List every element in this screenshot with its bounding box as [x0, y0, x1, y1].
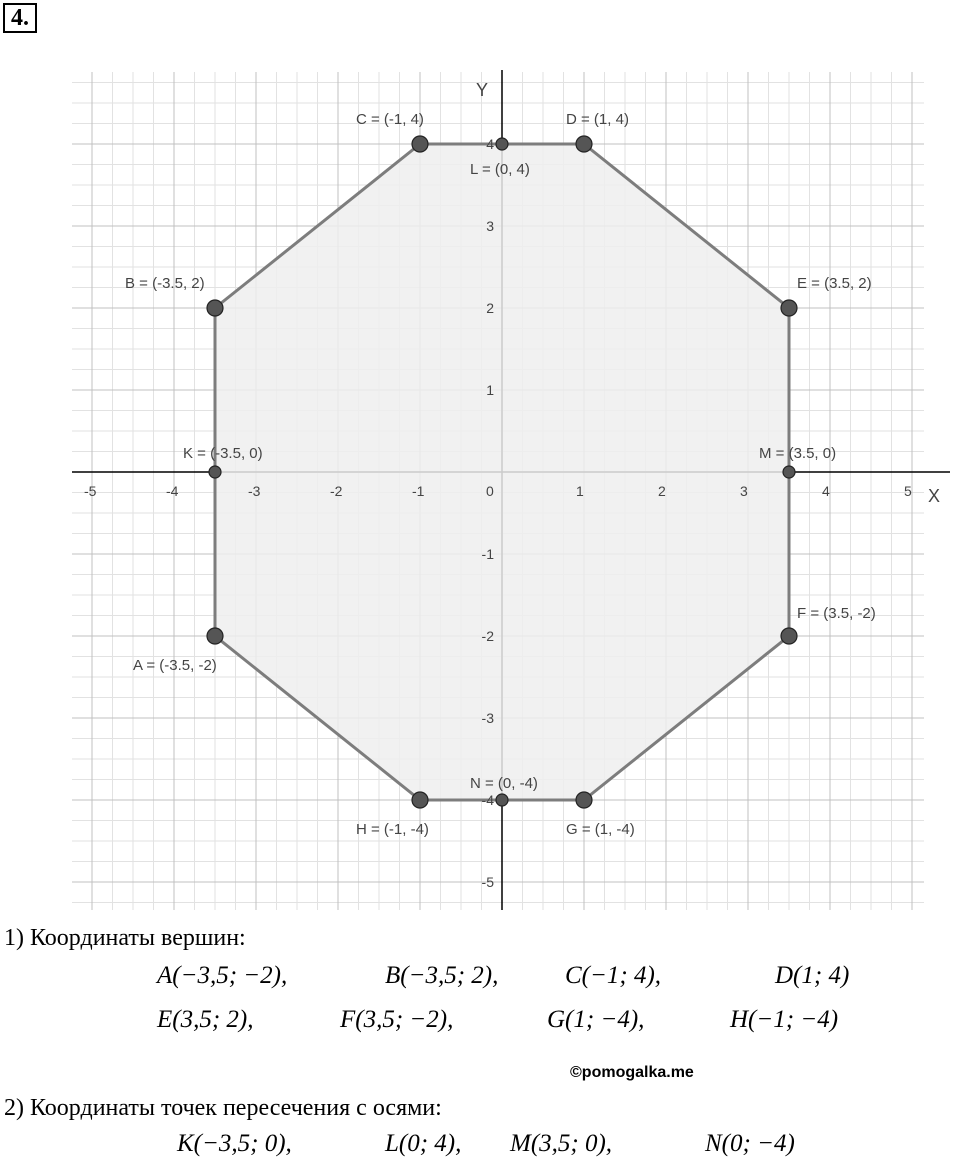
point-l — [496, 138, 508, 150]
section2-heading: 2) Координаты точек пересечения с осями: — [4, 1095, 442, 1121]
coord-F: F(3,5; −2), — [340, 1006, 454, 1033]
point-n — [496, 794, 508, 806]
watermark: ©pomogalka.me — [570, 1064, 694, 1081]
y-tick-label: -2 — [481, 628, 494, 644]
exercise-number: 4. — [3, 3, 37, 33]
point-a — [207, 628, 223, 644]
point-f — [781, 628, 797, 644]
x-tick-label: 2 — [658, 483, 666, 499]
y-tick-label: 4 — [486, 136, 494, 152]
x-tick-label: 0 — [486, 483, 494, 499]
section1-heading: 1) Координаты вершин: — [4, 925, 246, 951]
point-label-c: C = (-1, 4) — [356, 111, 424, 128]
coord-D: D(1; 4) — [775, 962, 850, 989]
point-label-f: F = (3.5, -2) — [797, 605, 876, 622]
point-label-m: M = (3.5, 0) — [759, 445, 837, 462]
x-axis-label: X — [928, 486, 941, 506]
coord-L: L(0; 4), — [385, 1130, 462, 1157]
y-tick-label: -1 — [481, 546, 494, 562]
point-label-k: K = (-3.5, 0) — [183, 445, 263, 462]
coord-A: A(−3,5; −2), — [157, 962, 288, 989]
x-tick-label: 3 — [740, 483, 748, 499]
point-label-d: D = (1, 4) — [566, 111, 629, 128]
coord-C: C(−1; 4), — [565, 962, 662, 989]
point-label-e: E = (3.5, 2) — [797, 275, 872, 292]
coord-E: E(3,5; 2), — [157, 1006, 254, 1033]
x-tick-label: -3 — [248, 483, 261, 499]
y-tick-label: -4 — [481, 792, 494, 808]
x-tick-label: -2 — [330, 483, 343, 499]
coord-B: B(−3,5; 2), — [385, 962, 499, 989]
coord-G: G(1; −4), — [547, 1006, 645, 1033]
x-tick-label: 5 — [904, 483, 912, 499]
x-tick-label: -5 — [84, 483, 97, 499]
y-tick-label: -5 — [481, 874, 494, 890]
vertex-coords-row-1 — [0, 962, 960, 996]
point-c — [412, 136, 428, 152]
point-label-n: N = (0, -4) — [470, 775, 538, 792]
coord-N: N(0; −4) — [705, 1130, 795, 1157]
point-e — [781, 300, 797, 316]
point-h — [412, 792, 428, 808]
x-tick-label: 1 — [576, 483, 584, 499]
point-label-h: H = (-1, -4) — [356, 821, 429, 838]
point-label-g: G = (1, -4) — [566, 821, 635, 838]
y-tick-label: -3 — [481, 710, 494, 726]
point-b — [207, 300, 223, 316]
point-k — [209, 466, 221, 478]
intersection-coords-row — [0, 1130, 960, 1164]
x-tick-label: -4 — [166, 483, 179, 499]
vertex-coords-row-2 — [0, 1006, 960, 1040]
point-label-l: L = (0, 4) — [470, 161, 530, 178]
x-tick-label: 4 — [822, 483, 830, 499]
y-axis-label: Y — [476, 80, 489, 100]
coord-K: K(−3,5; 0), — [177, 1130, 292, 1157]
y-tick-label: 3 — [486, 218, 494, 234]
point-m — [783, 466, 795, 478]
coord-H: H(−1; −4) — [730, 1006, 839, 1033]
point-label-a: A = (-3.5, -2) — [133, 657, 217, 674]
point-g — [576, 792, 592, 808]
x-tick-label: -1 — [412, 483, 425, 499]
y-tick-label: 1 — [486, 382, 494, 398]
octagon-polygon — [215, 144, 789, 800]
point-label-b: B = (-3.5, 2) — [125, 275, 205, 292]
y-tick-label: 2 — [486, 300, 494, 316]
coord-M: M(3,5; 0), — [510, 1130, 613, 1157]
point-d — [576, 136, 592, 152]
